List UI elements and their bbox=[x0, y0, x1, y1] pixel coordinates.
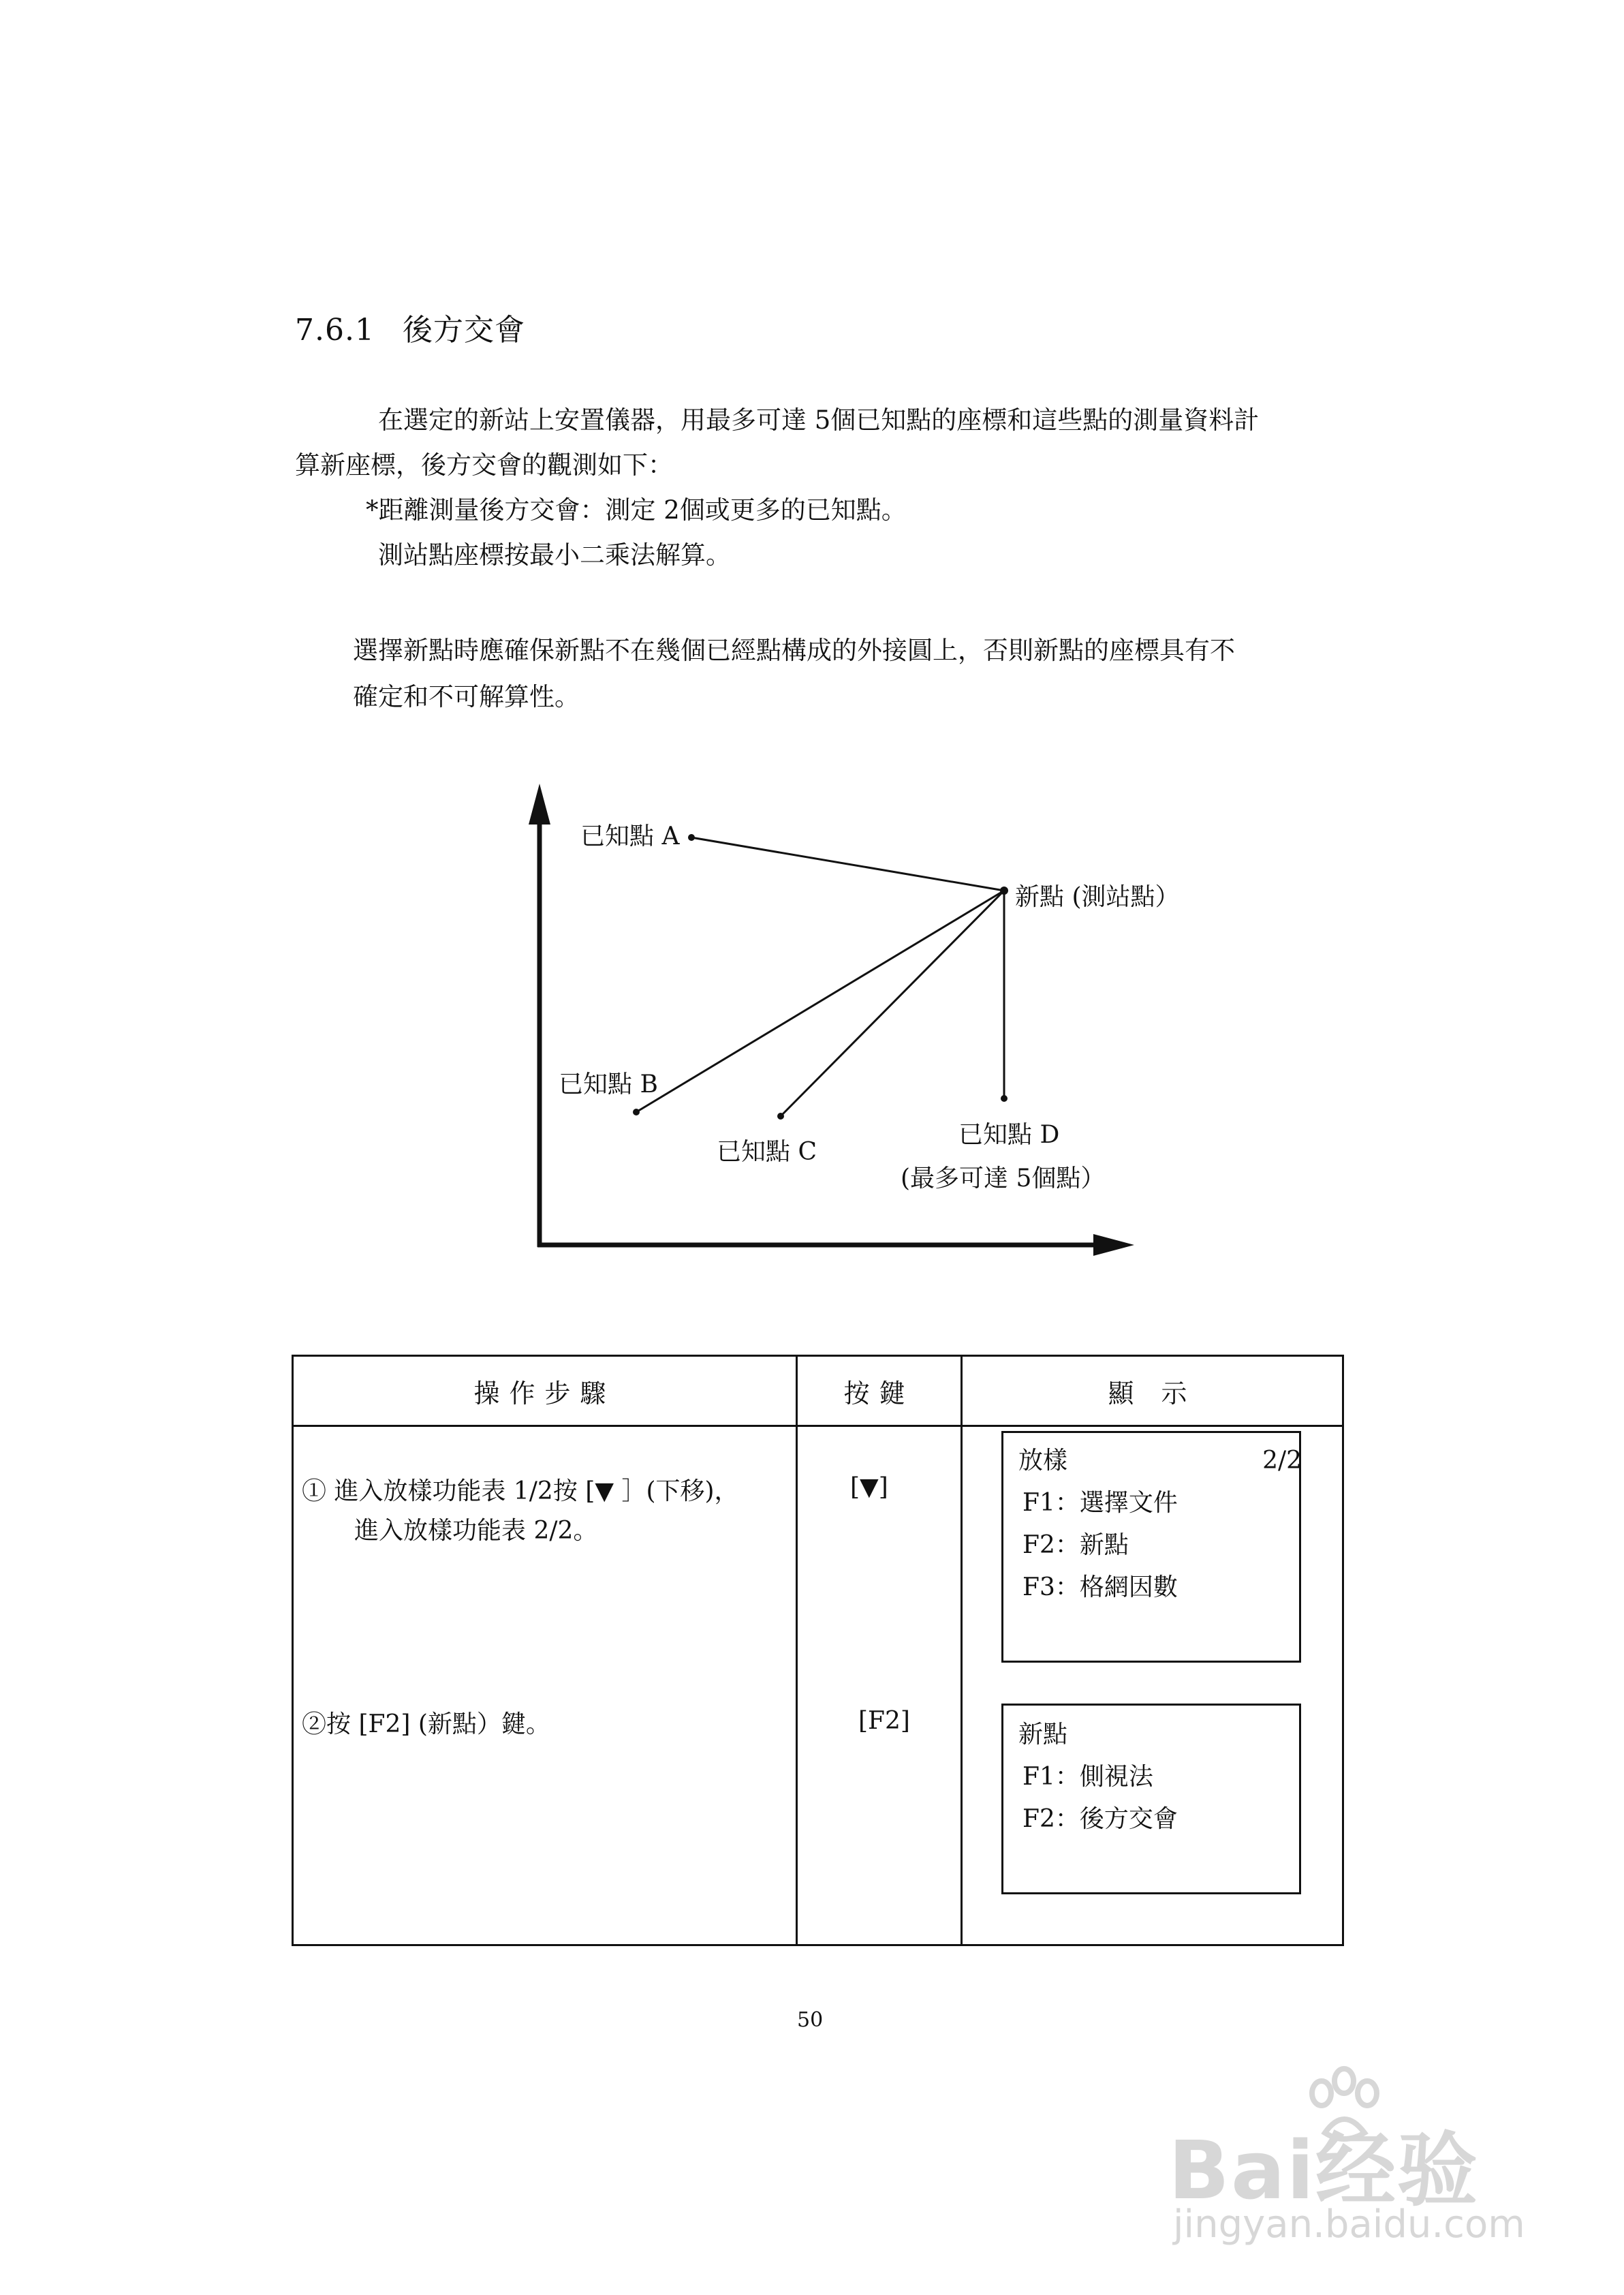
step-1-line-1: ① 進入放樣功能表 1/2按 [▼ ］(下移)， bbox=[302, 1477, 739, 1505]
screen-1-title-row bbox=[1018, 1440, 1302, 1482]
label-point-b: 已知點 B bbox=[559, 1071, 658, 1098]
label-new-point: 新點 (測站點） bbox=[1015, 883, 1180, 911]
intro-line-4: 測站點座標按最小二乘法解算。 bbox=[378, 540, 731, 570]
label-point-a: 已知點 A bbox=[580, 822, 680, 850]
point-d-marker bbox=[1001, 1095, 1008, 1102]
step-2-key: [F2] bbox=[858, 1707, 910, 1735]
intro-line-1: 在選定的新站上安置儀器，用最多可達 5個已知點的座標和這些點的測量資料計 bbox=[378, 405, 1260, 435]
step-2-line-1: ②按 [F2] (新點）鍵。 bbox=[302, 1710, 550, 1738]
screen-2-item-2: F2：後方交會 bbox=[1022, 1805, 1178, 1833]
screen-stakeout-menu bbox=[1001, 1431, 1301, 1663]
new-point-marker bbox=[1000, 887, 1008, 895]
page-number: 50 bbox=[797, 2008, 824, 2032]
section-title: 後方交會 bbox=[402, 313, 525, 348]
screen-new-point-menu bbox=[1001, 1704, 1301, 1894]
note-line-1: 選擇新點時應確保新點不在幾個已經點構成的外接圓上，否則新點的座標具有不 bbox=[353, 636, 1235, 665]
label-point-c: 已知點 C bbox=[717, 1138, 817, 1166]
header-keys: 按鍵 bbox=[797, 1356, 962, 1426]
watermark-brand: Bai经验 bbox=[1168, 2123, 1480, 2217]
line-b bbox=[636, 891, 1004, 1112]
intro-line-2: 算新座標，後方交會的觀測如下： bbox=[295, 450, 673, 480]
keys-cell bbox=[797, 1426, 962, 1945]
step-1-key: [▼] bbox=[850, 1473, 888, 1501]
screen-1-page: 2/2 bbox=[1262, 1447, 1302, 1475]
label-point-d: 已知點 D bbox=[958, 1121, 1060, 1149]
point-a-marker bbox=[688, 834, 695, 841]
intro-line-3: *距離測量後方交會：測定 2個或更多的已知點。 bbox=[366, 495, 907, 525]
step-1-line-2: 進入放樣功能表 2/2。 bbox=[354, 1517, 598, 1545]
screen-1-item-2: F2：新點 bbox=[1022, 1531, 1129, 1559]
sight-lines bbox=[636, 837, 1004, 1116]
screen-1-item-1: F1：選擇文件 bbox=[1022, 1489, 1178, 1517]
y-axis-arrowhead bbox=[529, 784, 550, 825]
label-point-d-note: (最多可達 5個點） bbox=[901, 1165, 1106, 1192]
screen-2-title: 新點 bbox=[1018, 1721, 1068, 1749]
line-a bbox=[691, 837, 1004, 891]
header-steps: 操作步驟 bbox=[293, 1356, 797, 1426]
note-line-2: 確定和不可解算性。 bbox=[353, 682, 580, 711]
point-b-marker bbox=[633, 1109, 640, 1115]
x-axis-arrowhead bbox=[1093, 1234, 1134, 1256]
watermark-url: jingyan.baidu.com bbox=[1173, 2202, 1525, 2247]
point-c-marker bbox=[777, 1113, 784, 1120]
screen-1-title: 放樣 bbox=[1018, 1447, 1068, 1475]
header-display: 顯 示 bbox=[962, 1356, 1343, 1426]
screen-1-item-3: F3：格網因數 bbox=[1022, 1573, 1178, 1601]
line-c bbox=[781, 891, 1004, 1116]
screen-2-item-1: F1：側視法 bbox=[1022, 1763, 1153, 1791]
section-number: 7.6.1 bbox=[295, 313, 375, 348]
